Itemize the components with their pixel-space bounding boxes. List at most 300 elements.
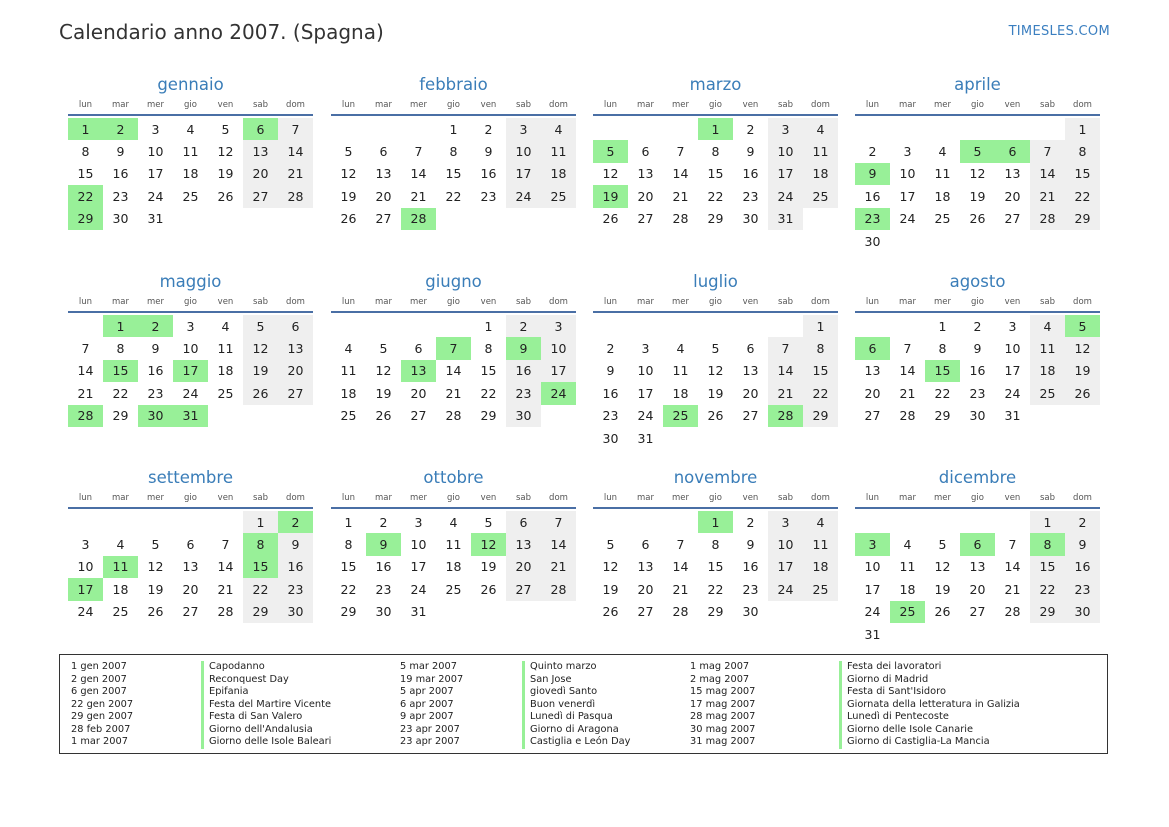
holiday-day-cell: 28 <box>68 405 103 427</box>
header-divider <box>331 507 576 509</box>
page-title: Calendario anno 2007. (Spagna) <box>59 20 384 44</box>
day-cell: 11 <box>217 341 234 357</box>
day-cell: 1 <box>484 318 493 334</box>
day-cell: 12 <box>340 166 357 182</box>
holiday-name: Giorno di Madrid <box>839 674 1020 687</box>
weekday-label: mer <box>409 100 427 110</box>
empty-cell <box>628 118 663 140</box>
day-cell: 19 <box>1065 360 1100 382</box>
day-cell: 7 <box>81 341 90 357</box>
holiday-name: Giorno dell'Andalusia <box>201 724 331 737</box>
day-cell: 27 <box>969 604 986 620</box>
holiday-day-cell: 9 <box>506 337 541 359</box>
holiday-dates-column <box>400 661 463 749</box>
weekday-header <box>593 295 838 309</box>
holiday-name: Quinto marzo <box>522 661 630 674</box>
day-cell: 19 <box>707 385 724 401</box>
day-cell: 27 <box>410 408 427 424</box>
weekday-label: ven <box>217 100 234 110</box>
day-cell: 8 <box>711 537 720 553</box>
day-grid <box>331 118 576 230</box>
weekday-label: gio <box>447 297 460 307</box>
day-cell: 15 <box>77 166 94 182</box>
holiday-day-cell: 8 <box>1030 533 1065 555</box>
weekday-label: gio <box>971 493 984 503</box>
weekday-label: mar <box>637 297 654 307</box>
day-cell: 16 <box>506 360 541 382</box>
day-cell: 7 <box>1008 537 1017 553</box>
day-grid <box>855 315 1100 427</box>
weekday-label: sab <box>252 100 269 110</box>
day-cell: 1 <box>243 511 278 533</box>
header-divider <box>593 507 838 509</box>
day-cell: 21 <box>445 385 462 401</box>
day-cell: 18 <box>112 581 129 597</box>
day-cell: 25 <box>445 581 462 597</box>
day-cell: 9 <box>746 537 755 553</box>
day-cell: 16 <box>602 385 619 401</box>
holiday-name: Giorno delle Isole Canarie <box>839 724 1020 737</box>
day-grid <box>331 315 576 427</box>
weekday-label: lun <box>341 297 356 307</box>
day-cell: 8 <box>1065 140 1100 162</box>
site-link[interactable]: TIMESLES.COM <box>1008 24 1110 39</box>
holiday-date: 2 mag 2007 <box>690 673 750 685</box>
day-cell: 11 <box>340 363 357 379</box>
holiday-day-cell: 1 <box>698 118 733 140</box>
day-cell: 18 <box>541 163 576 185</box>
holiday-day-cell: 25 <box>663 405 698 427</box>
holiday-name: San Jose <box>522 674 630 687</box>
weekday-label: gio <box>709 297 722 307</box>
day-cell: 23 <box>375 581 392 597</box>
weekday-header <box>593 491 838 505</box>
day-cell: 16 <box>375 559 392 575</box>
day-cell: 22 <box>1030 578 1065 600</box>
day-cell: 13 <box>243 140 278 162</box>
day-cell: 17 <box>899 188 916 204</box>
day-cell: 17 <box>541 360 576 382</box>
day-cell: 5 <box>151 537 160 553</box>
weekday-label: gio <box>447 100 460 110</box>
month-aprile <box>855 72 1100 252</box>
holiday-day-cell: 15 <box>243 556 278 578</box>
day-cell: 18 <box>340 385 357 401</box>
weekday-label: dom <box>549 297 568 307</box>
day-cell: 7 <box>676 144 685 160</box>
day-cell: 28 <box>445 408 462 424</box>
day-cell: 24 <box>768 185 803 207</box>
weekday-label: ven <box>480 493 497 503</box>
day-cell: 18 <box>934 188 951 204</box>
day-cell: 8 <box>484 341 493 357</box>
day-cell: 14 <box>410 166 427 182</box>
empty-cell <box>366 315 401 337</box>
holiday-date: 2 gen 2007 <box>71 673 127 685</box>
holiday-day-cell: 6 <box>960 533 995 555</box>
day-cell: 12 <box>375 363 392 379</box>
day-cell: 3 <box>151 121 160 137</box>
weekday-label: mer <box>933 297 951 307</box>
holiday-date: 17 mag 2007 <box>690 698 756 710</box>
month-name: settembre <box>148 468 233 487</box>
day-cell: 14 <box>1004 559 1021 575</box>
weekday-header <box>331 491 576 505</box>
day-cell: 30 <box>375 604 392 620</box>
day-cell: 24 <box>899 211 916 227</box>
weekday-label: mar <box>637 493 654 503</box>
day-cell: 20 <box>410 385 427 401</box>
day-cell: 27 <box>243 185 278 207</box>
day-grid <box>68 511 313 623</box>
holiday-day-cell: 13 <box>401 360 436 382</box>
day-cell: 24 <box>147 188 164 204</box>
day-cell: 27 <box>506 578 541 600</box>
holiday-day-cell: 9 <box>366 533 401 555</box>
day-cell: 18 <box>182 166 199 182</box>
holiday-day-cell: 17 <box>173 360 208 382</box>
day-cell: 4 <box>676 341 685 357</box>
weekday-label: lun <box>865 493 880 503</box>
day-cell: 12 <box>707 363 724 379</box>
empty-cell <box>1030 118 1065 140</box>
day-cell: 20 <box>243 163 278 185</box>
weekday-label: lun <box>341 493 356 503</box>
holiday-name: Festa dei lavoratori <box>839 661 1020 674</box>
empty-cell <box>768 315 803 337</box>
empty-cell <box>173 511 208 533</box>
weekday-label: mar <box>375 493 392 503</box>
day-cell: 17 <box>1004 363 1021 379</box>
holiday-date: 19 mar 2007 <box>400 673 464 685</box>
day-cell: 16 <box>1065 556 1100 578</box>
day-cell: 10 <box>768 140 803 162</box>
day-cell: 22 <box>243 578 278 600</box>
holiday-date: 6 gen 2007 <box>71 686 127 697</box>
day-cell: 10 <box>1004 341 1021 357</box>
weekday-label: lun <box>341 100 356 110</box>
weekday-label: lun <box>865 100 880 110</box>
holiday-day-cell: 22 <box>68 185 103 207</box>
day-cell: 3 <box>414 514 423 530</box>
day-cell: 12 <box>602 166 619 182</box>
holiday-date: 28 feb 2007 <box>71 723 131 735</box>
weekday-label: lun <box>865 297 880 307</box>
day-grid <box>593 315 838 449</box>
day-cell: 3 <box>768 511 803 533</box>
empty-cell <box>960 511 995 533</box>
day-cell: 15 <box>480 363 497 379</box>
holiday-name: Reconquest Day <box>201 674 331 687</box>
day-cell: 22 <box>934 385 951 401</box>
day-cell: 7 <box>541 511 576 533</box>
day-cell: 19 <box>375 385 392 401</box>
day-cell: 11 <box>899 559 916 575</box>
day-cell: 14 <box>1030 163 1065 185</box>
day-cell: 23 <box>742 188 759 204</box>
month-name: maggio <box>159 272 222 291</box>
day-cell: 12 <box>243 337 278 359</box>
weekday-label: ven <box>742 297 759 307</box>
day-cell: 8 <box>938 341 947 357</box>
day-cell: 29 <box>1030 601 1065 623</box>
month-name: agosto <box>949 272 1006 291</box>
weekday-label: gio <box>184 100 197 110</box>
holiday-date: 15 mag 2007 <box>690 686 756 697</box>
empty-cell <box>995 118 1030 140</box>
day-cell: 8 <box>344 537 353 553</box>
day-cell: 16 <box>480 166 497 182</box>
holiday-day-cell: 17 <box>68 578 103 600</box>
holiday-day-cell: 12 <box>471 533 506 555</box>
day-cell: 7 <box>903 341 912 357</box>
day-cell: 7 <box>768 337 803 359</box>
day-cell: 12 <box>217 144 234 160</box>
empty-cell <box>890 118 925 140</box>
day-cell: 28 <box>899 408 916 424</box>
header-divider <box>331 114 576 116</box>
day-cell: 23 <box>480 188 497 204</box>
month-luglio <box>593 269 838 449</box>
weekday-label: sab <box>515 493 532 503</box>
weekday-label: gio <box>709 493 722 503</box>
day-grid <box>855 511 1100 645</box>
month-dicembre <box>855 465 1100 645</box>
weekday-label: lun <box>603 493 618 503</box>
day-cell: 29 <box>707 604 724 620</box>
day-cell: 30 <box>864 233 881 249</box>
day-cell: 26 <box>602 604 619 620</box>
holiday-date: 5 mar 2007 <box>400 661 457 672</box>
day-cell: 9 <box>484 144 493 160</box>
weekday-label: sab <box>252 493 269 503</box>
weekday-label: sab <box>777 493 794 503</box>
weekday-label: mer <box>671 493 689 503</box>
day-cell: 16 <box>742 166 759 182</box>
holiday-date: 23 apr 2007 <box>400 736 460 747</box>
day-cell: 11 <box>445 537 462 553</box>
month-name: aprile <box>954 75 1001 94</box>
weekday-label: dom <box>1073 297 1092 307</box>
day-cell: 5 <box>243 315 278 337</box>
day-cell: 13 <box>1004 166 1021 182</box>
day-grid <box>593 118 838 230</box>
day-cell: 21 <box>217 581 234 597</box>
weekday-label: mer <box>146 100 164 110</box>
weekday-label: sab <box>1039 100 1056 110</box>
weekday-label: gio <box>447 493 460 503</box>
day-cell: 28 <box>217 604 234 620</box>
day-cell: 17 <box>147 166 164 182</box>
day-cell: 21 <box>672 581 689 597</box>
day-cell: 27 <box>637 211 654 227</box>
day-cell: 3 <box>506 118 541 140</box>
weekday-header <box>68 491 313 505</box>
day-cell: 23 <box>506 382 541 404</box>
month-marzo <box>593 72 838 230</box>
day-cell: 25 <box>217 385 234 401</box>
month-settembre <box>68 465 313 623</box>
weekday-label: sab <box>1039 297 1056 307</box>
day-cell: 8 <box>116 341 125 357</box>
day-cell: 16 <box>969 363 986 379</box>
holiday-name: Lunedì di Pentecoste <box>839 711 1020 724</box>
empty-cell <box>890 315 925 337</box>
day-cell: 27 <box>742 408 759 424</box>
day-cell: 17 <box>637 385 654 401</box>
day-cell: 27 <box>182 604 199 620</box>
day-cell: 10 <box>410 537 427 553</box>
day-grid <box>593 511 838 623</box>
holiday-day-cell: 5 <box>1065 315 1100 337</box>
empty-cell <box>960 118 995 140</box>
day-cell: 31 <box>637 430 654 446</box>
day-cell: 28 <box>1030 208 1065 230</box>
day-cell: 14 <box>768 360 803 382</box>
day-cell: 23 <box>112 188 129 204</box>
day-cell: 3 <box>903 144 912 160</box>
weekday-label: ven <box>217 297 234 307</box>
day-cell: 13 <box>969 559 986 575</box>
day-cell: 13 <box>637 559 654 575</box>
day-cell: 13 <box>278 337 313 359</box>
weekday-label: lun <box>78 493 93 503</box>
day-cell: 19 <box>480 559 497 575</box>
holiday-date: 1 gen 2007 <box>71 661 127 672</box>
weekday-label: dom <box>286 493 305 503</box>
holiday-names-column <box>522 661 630 749</box>
day-cell: 4 <box>803 118 838 140</box>
day-cell: 15 <box>1065 163 1100 185</box>
day-cell: 12 <box>147 559 164 575</box>
day-grid <box>855 118 1100 252</box>
day-cell: 4 <box>116 537 125 553</box>
day-cell: 2 <box>606 341 615 357</box>
weekday-label: sab <box>515 100 532 110</box>
day-cell: 19 <box>969 188 986 204</box>
weekday-header <box>855 98 1100 112</box>
day-cell: 9 <box>278 533 313 555</box>
holiday-date: 9 apr 2007 <box>400 711 454 722</box>
day-cell: 20 <box>969 581 986 597</box>
weekday-label: mer <box>146 493 164 503</box>
empty-cell <box>68 315 103 337</box>
month-giugno <box>331 269 576 427</box>
day-cell: 15 <box>707 166 724 182</box>
day-cell: 4 <box>344 341 353 357</box>
day-cell: 18 <box>899 581 916 597</box>
day-cell: 11 <box>672 363 689 379</box>
holiday-day-cell: 15 <box>103 360 138 382</box>
weekday-label: ven <box>480 297 497 307</box>
day-cell: 25 <box>803 185 838 207</box>
day-cell: 27 <box>637 604 654 620</box>
weekday-label: dom <box>811 297 830 307</box>
day-cell: 12 <box>1065 337 1100 359</box>
day-cell: 10 <box>637 363 654 379</box>
day-cell: 4 <box>221 318 230 334</box>
day-cell: 22 <box>340 581 357 597</box>
weekday-label: lun <box>603 100 618 110</box>
weekday-label: mer <box>671 100 689 110</box>
holiday-day-cell: 15 <box>925 360 960 382</box>
holiday-day-cell: 29 <box>68 208 103 230</box>
day-cell: 21 <box>899 385 916 401</box>
day-cell: 11 <box>1030 337 1065 359</box>
day-cell: 23 <box>602 408 619 424</box>
empty-cell <box>103 511 138 533</box>
holiday-list <box>59 654 1108 754</box>
day-cell: 30 <box>969 408 986 424</box>
weekday-label: sab <box>252 297 269 307</box>
day-cell: 13 <box>637 166 654 182</box>
weekday-label: gio <box>184 297 197 307</box>
empty-cell <box>138 511 173 533</box>
day-cell: 18 <box>217 363 234 379</box>
day-cell: 21 <box>1004 581 1021 597</box>
day-cell: 7 <box>414 144 423 160</box>
day-cell: 18 <box>445 559 462 575</box>
month-maggio <box>68 269 313 427</box>
weekday-header <box>593 98 838 112</box>
day-cell: 11 <box>803 140 838 162</box>
day-cell: 3 <box>81 537 90 553</box>
day-cell: 23 <box>278 578 313 600</box>
day-cell: 24 <box>637 408 654 424</box>
day-cell: 25 <box>112 604 129 620</box>
weekday-label: mer <box>409 493 427 503</box>
holiday-dates-column <box>71 661 133 749</box>
empty-cell <box>925 118 960 140</box>
day-cell: 20 <box>864 385 881 401</box>
day-cell: 27 <box>1004 211 1021 227</box>
day-cell: 26 <box>340 211 357 227</box>
holiday-day-cell: 3 <box>855 533 890 555</box>
holiday-day-cell: 30 <box>138 405 173 427</box>
day-cell: 29 <box>1065 208 1100 230</box>
empty-cell <box>401 315 436 337</box>
weekday-label: sab <box>515 297 532 307</box>
holiday-day-cell: 23 <box>855 208 890 230</box>
day-cell: 8 <box>803 337 838 359</box>
holiday-day-cell: 9 <box>855 163 890 185</box>
day-cell: 26 <box>243 382 278 404</box>
day-cell: 5 <box>606 537 615 553</box>
day-cell: 5 <box>938 537 947 553</box>
weekday-header <box>68 295 313 309</box>
day-grid <box>68 118 313 230</box>
empty-cell <box>593 315 628 337</box>
empty-cell <box>331 315 366 337</box>
day-cell: 8 <box>711 144 720 160</box>
holiday-day-cell: 28 <box>768 405 803 427</box>
empty-cell <box>663 511 698 533</box>
day-cell: 7 <box>221 537 230 553</box>
weekday-label: mar <box>899 100 916 110</box>
holiday-date: 22 gen 2007 <box>71 698 134 710</box>
holiday-names-column <box>839 661 1020 749</box>
weekday-label: ven <box>742 100 759 110</box>
weekday-label: ven <box>742 493 759 503</box>
day-cell: 14 <box>899 363 916 379</box>
holiday-date: 28 mag 2007 <box>690 711 756 722</box>
holiday-day-cell: 1 <box>103 315 138 337</box>
day-cell: 14 <box>217 559 234 575</box>
day-cell: 31 <box>147 211 164 227</box>
day-cell: 23 <box>742 581 759 597</box>
weekday-header <box>855 491 1100 505</box>
day-cell: 26 <box>147 604 164 620</box>
